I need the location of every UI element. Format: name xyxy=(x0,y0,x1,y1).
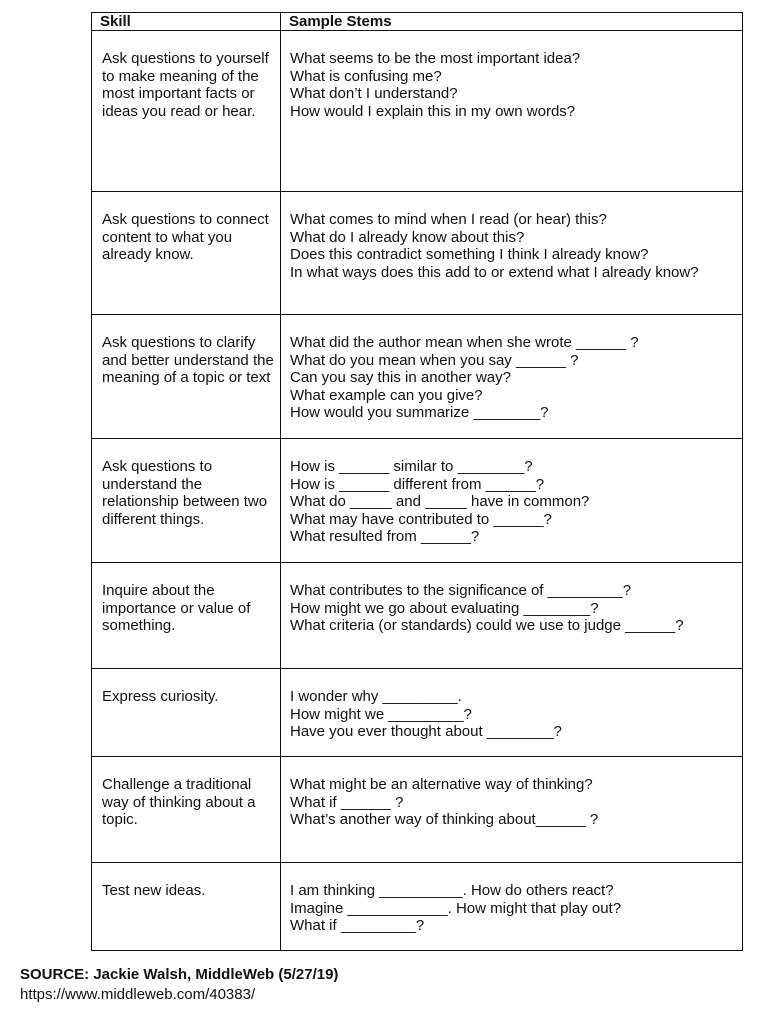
skill-cell: Inquire about the importance or value of something. xyxy=(92,563,281,669)
skill-cell: Ask questions to understand the relationship between two different things. xyxy=(92,439,281,563)
stem-line: What do _____ and _____ have in common? xyxy=(290,493,590,511)
stem-line: What criteria (or standards) could we use to judge ______? xyxy=(290,617,684,635)
stem-line: What do I already know about this? xyxy=(290,228,525,246)
stem-line: How is ______ similar to ________? xyxy=(290,458,533,475)
stem-line: What do you mean when you say ______ ? xyxy=(290,351,579,369)
stem-line: How might we _________? xyxy=(290,705,472,723)
stems-cell xyxy=(281,439,743,563)
stem-line: How would I explain this in my own words? xyxy=(290,102,576,120)
stem-line: What don’t I understand? xyxy=(290,85,458,103)
stem-line: What seems to be the most important idea? xyxy=(290,50,581,67)
stem-line: In what ways does this add to or extend what I already know? xyxy=(290,263,699,281)
stem-line: I wonder why _________. xyxy=(290,688,462,705)
skill-column-header: Skill xyxy=(92,13,281,31)
skill-cell: Test new ideas. xyxy=(92,863,281,951)
sample-stems-column-header: Sample Stems xyxy=(281,13,743,31)
stem-line: What’s another way of thinking about______ ? xyxy=(290,811,599,829)
stems-cell xyxy=(281,563,743,669)
stems-cell xyxy=(281,863,743,951)
stem-line: What may have contributed to ______? xyxy=(290,510,552,528)
stem-line: How might we go about evaluating ________? xyxy=(290,599,599,617)
stem-line: What contributes to the significance of _________? xyxy=(290,582,632,599)
skill-cell: Express curiosity. xyxy=(92,669,281,757)
table-row xyxy=(92,315,743,439)
stem-line: What comes to mind when I read (or hear) this? xyxy=(290,211,607,228)
stem-line: Does this contradict something I think I already know? xyxy=(290,246,649,264)
stems-cell xyxy=(281,31,743,192)
stem-line: How is ______ different from ______? xyxy=(290,475,545,493)
table-row xyxy=(92,31,743,192)
source-citation: SOURCE: Jackie Walsh, MiddleWeb (5/27/19) xyxy=(20,966,339,983)
question-stems-table xyxy=(91,12,743,951)
stem-line: What if _________? xyxy=(290,917,425,935)
stem-line: What did the author mean when she wrote ______ ? xyxy=(290,334,639,351)
skill-cell: Challenge a traditional way of thinking about a topic. xyxy=(92,757,281,863)
table-header-row xyxy=(92,13,743,31)
table-row xyxy=(92,669,743,757)
source-url: https://www.middleweb.com/40383/ xyxy=(20,986,256,1003)
stem-line: How would you summarize ________? xyxy=(290,404,549,422)
skill-cell: Ask questions to connect content to what you already know. xyxy=(92,192,281,315)
stems-cell xyxy=(281,315,743,439)
stem-line: Can you say this in another way? xyxy=(290,369,511,387)
table-row xyxy=(92,863,743,951)
stem-line: Imagine ____________. How might that play out? xyxy=(290,899,622,917)
skill-cell: Ask questions to clarify and better understand the meaning of a topic or text xyxy=(92,315,281,439)
stem-line: What might be an alternative way of thinking? xyxy=(290,776,593,793)
table-row xyxy=(92,563,743,669)
stem-line: What is confusing me? xyxy=(290,67,442,85)
stems-cell xyxy=(281,669,743,757)
stem-line: What resulted from ______? xyxy=(290,528,480,546)
table-row xyxy=(92,439,743,563)
stems-cell xyxy=(281,192,743,315)
table-row xyxy=(92,757,743,863)
stem-line: Have you ever thought about ________? xyxy=(290,723,562,741)
stem-line: What example can you give? xyxy=(290,386,483,404)
table-row xyxy=(92,192,743,315)
skill-cell: Ask questions to yourself to make meaning of the most important facts or ideas you read or hear. xyxy=(92,31,281,192)
stem-line: I am thinking __________. How do others react? xyxy=(290,882,614,899)
stems-cell xyxy=(281,757,743,863)
stem-line: What if ______ ? xyxy=(290,793,404,811)
